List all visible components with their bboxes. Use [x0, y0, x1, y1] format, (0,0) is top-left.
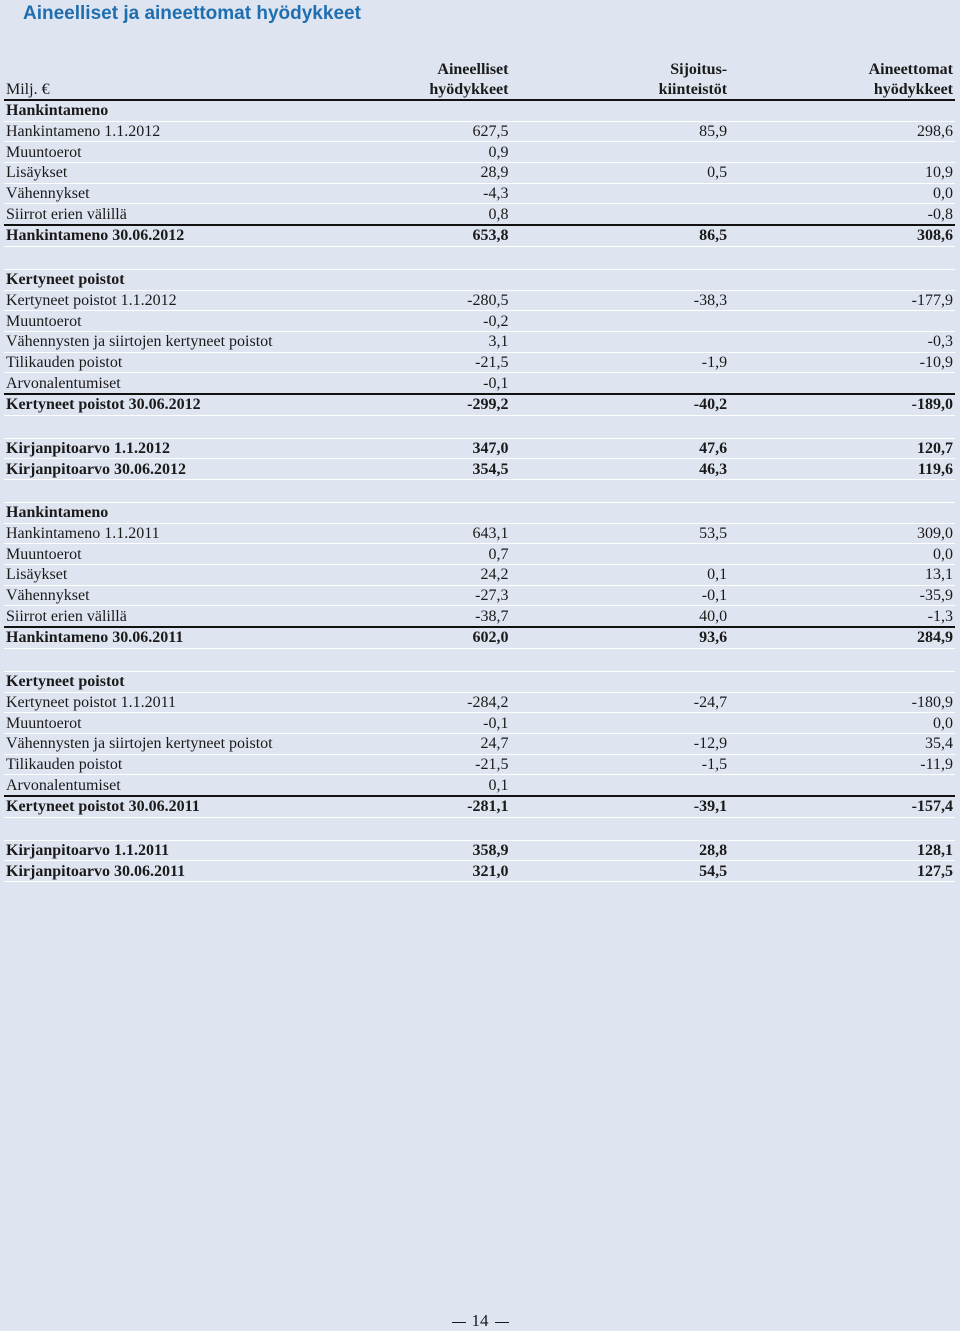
spacer-row	[4, 415, 955, 438]
value-col1	[307, 817, 510, 840]
row-label: Hankintameno 1.1.2011	[4, 523, 307, 544]
table-row	[4, 840, 955, 861]
row-label: Vähennykset	[4, 183, 307, 204]
table-row	[4, 585, 955, 606]
value-col3	[729, 415, 955, 438]
value-col2: -1,9	[510, 352, 729, 373]
value-col3	[729, 817, 955, 840]
value-col1: -284,2	[307, 692, 510, 713]
spacer-row	[4, 480, 955, 503]
row-label	[4, 246, 307, 269]
value-col3: 0,0	[729, 713, 955, 734]
table-row	[4, 796, 955, 817]
table-body	[4, 100, 955, 882]
table-row	[4, 163, 955, 184]
row-label: Hankintameno 30.06.2011	[4, 627, 307, 648]
value-col3: -157,4	[729, 796, 955, 817]
row-label: Tilikauden poistot	[4, 754, 307, 775]
row-label: Lisäykset	[4, 565, 307, 586]
value-col2: 28,8	[510, 840, 729, 861]
value-col1	[307, 269, 510, 290]
value-col1: 24,7	[307, 733, 510, 754]
value-col3: -10,9	[729, 352, 955, 373]
value-col1: -281,1	[307, 796, 510, 817]
row-label: Muuntoerot	[4, 713, 307, 734]
table-row	[4, 100, 955, 121]
table-row	[4, 269, 955, 290]
value-col3: 309,0	[729, 523, 955, 544]
col2-header-line1: Sijoitus-	[670, 60, 728, 78]
value-col2	[510, 311, 729, 332]
table-row	[4, 523, 955, 544]
value-col2: 54,5	[510, 861, 729, 882]
value-col3	[729, 246, 955, 269]
row-label	[4, 817, 307, 840]
value-col3: 127,5	[729, 861, 955, 882]
col3-header-line2: hyödykkeet	[729, 79, 955, 100]
row-label: Vähennysten ja siirtojen kertyneet poistot	[4, 733, 307, 754]
col2-header-line2: kiinteistöt	[510, 79, 729, 100]
value-col2: -24,7	[510, 692, 729, 713]
value-col2: 40,0	[510, 606, 729, 627]
row-label: Kertyneet poistot 30.06.2011	[4, 796, 307, 817]
table-row	[4, 754, 955, 775]
value-col2: -38,3	[510, 290, 729, 311]
value-col3: 13,1	[729, 565, 955, 586]
row-label: Kertyneet poistot 1.1.2011	[4, 692, 307, 713]
row-label: Vähennysten ja siirtojen kertyneet poistot	[4, 331, 307, 352]
row-label: Hankintameno 1.1.2012	[4, 121, 307, 142]
value-col2	[510, 415, 729, 438]
page-number-dash-left	[452, 1322, 466, 1323]
value-col3: -189,0	[729, 394, 955, 415]
table-row	[4, 331, 955, 352]
value-col1: 358,9	[307, 840, 510, 861]
value-col3: 128,1	[729, 840, 955, 861]
row-label: Hankintameno	[4, 100, 307, 121]
value-col2: 93,6	[510, 627, 729, 648]
page-number-value: 14	[471, 1311, 489, 1330]
value-col3	[729, 100, 955, 121]
value-col1: 354,5	[307, 459, 510, 480]
value-col3	[729, 671, 955, 692]
row-label: Tilikauden poistot	[4, 352, 307, 373]
row-label: Siirrot erien välillä	[4, 204, 307, 225]
value-col2: -12,9	[510, 733, 729, 754]
value-col2: -39,1	[510, 796, 729, 817]
value-col1: 643,1	[307, 523, 510, 544]
value-col1: 347,0	[307, 438, 510, 459]
value-col2	[510, 373, 729, 394]
value-col2: 0,1	[510, 565, 729, 586]
value-col3	[729, 269, 955, 290]
table-row	[4, 671, 955, 692]
value-col1	[307, 648, 510, 671]
value-col3	[729, 142, 955, 163]
page-number-dash-right	[495, 1322, 509, 1323]
value-col3: 308,6	[729, 225, 955, 246]
value-col1: 602,0	[307, 627, 510, 648]
value-col3	[729, 480, 955, 503]
value-col1: -0,1	[307, 373, 510, 394]
table-row	[4, 565, 955, 586]
table-row	[4, 544, 955, 565]
value-col1: -4,3	[307, 183, 510, 204]
value-col1: 653,8	[307, 225, 510, 246]
spacer-row	[4, 246, 955, 269]
row-label: Arvonalentumiset	[4, 373, 307, 394]
value-col3: 0,0	[729, 544, 955, 565]
value-col1: -21,5	[307, 352, 510, 373]
col1-header-line2: hyödykkeet	[307, 79, 510, 100]
value-col1: 28,9	[307, 163, 510, 184]
table-row	[4, 311, 955, 332]
row-label	[4, 415, 307, 438]
value-col2	[510, 648, 729, 671]
table-row	[4, 121, 955, 142]
value-col2	[510, 100, 729, 121]
value-col2: 46,3	[510, 459, 729, 480]
table-row	[4, 861, 955, 882]
row-label	[4, 648, 307, 671]
row-label: Muuntoerot	[4, 142, 307, 163]
value-col3: -11,9	[729, 754, 955, 775]
value-col2	[510, 142, 729, 163]
table-row	[4, 352, 955, 373]
row-label: Kirjanpitoarvo 30.06.2012	[4, 459, 307, 480]
value-col3: -0,3	[729, 331, 955, 352]
value-col1	[307, 503, 510, 524]
value-col2	[510, 204, 729, 225]
row-label: Kertyneet poistot 1.1.2012	[4, 290, 307, 311]
value-col3	[729, 503, 955, 524]
value-col1: 24,2	[307, 565, 510, 586]
assets-table	[4, 59, 955, 882]
value-col2	[510, 183, 729, 204]
value-col3: 284,9	[729, 627, 955, 648]
value-col1	[307, 100, 510, 121]
row-label: Kertyneet poistot	[4, 269, 307, 290]
value-col1: -38,7	[307, 606, 510, 627]
value-col3: 298,6	[729, 121, 955, 142]
page-number	[0, 1311, 960, 1331]
value-col2	[510, 713, 729, 734]
table-row	[4, 183, 955, 204]
value-col1: -21,5	[307, 754, 510, 775]
value-col3: 0,0	[729, 183, 955, 204]
value-col1: 0,9	[307, 142, 510, 163]
table-header	[4, 59, 955, 100]
spacer-row	[4, 817, 955, 840]
row-label: Muuntoerot	[4, 544, 307, 565]
value-col3	[729, 373, 955, 394]
spacer-row	[4, 648, 955, 671]
table-row	[4, 627, 955, 648]
unit-label: Milj. €	[4, 79, 307, 100]
value-col2	[510, 671, 729, 692]
value-col2	[510, 331, 729, 352]
row-label: Kertyneet poistot 30.06.2012	[4, 394, 307, 415]
value-col2: -0,1	[510, 585, 729, 606]
table-row	[4, 204, 955, 225]
value-col1	[307, 480, 510, 503]
table-row	[4, 733, 955, 754]
header-spacer	[4, 59, 307, 79]
value-col3	[729, 648, 955, 671]
table-row	[4, 394, 955, 415]
value-col1: 3,1	[307, 331, 510, 352]
table-row	[4, 373, 955, 394]
value-col2	[510, 480, 729, 503]
value-col3	[729, 775, 955, 796]
value-col2: 47,6	[510, 438, 729, 459]
value-col3: -1,3	[729, 606, 955, 627]
value-col3: 10,9	[729, 163, 955, 184]
col1-header-line1: Aineelliset	[437, 60, 509, 78]
row-label: Kirjanpitoarvo 1.1.2011	[4, 840, 307, 861]
value-col3: -0,8	[729, 204, 955, 225]
value-col2: 53,5	[510, 523, 729, 544]
value-col1	[307, 415, 510, 438]
col3-header-line1: Aineettomat	[868, 60, 953, 78]
value-col1: -0,2	[307, 311, 510, 332]
value-col1: -0,1	[307, 713, 510, 734]
row-label: Arvonalentumiset	[4, 775, 307, 796]
value-col1: -27,3	[307, 585, 510, 606]
value-col1: 627,5	[307, 121, 510, 142]
value-col3: -35,9	[729, 585, 955, 606]
value-col2: 85,9	[510, 121, 729, 142]
value-col3: 120,7	[729, 438, 955, 459]
value-col2	[510, 775, 729, 796]
table-row	[4, 142, 955, 163]
row-label: Kirjanpitoarvo 1.1.2012	[4, 438, 307, 459]
table-row	[4, 290, 955, 311]
value-col1: 0,8	[307, 204, 510, 225]
value-col2	[510, 246, 729, 269]
table-row	[4, 775, 955, 796]
value-col2: 0,5	[510, 163, 729, 184]
row-label: Muuntoerot	[4, 311, 307, 332]
row-label: Hankintameno	[4, 503, 307, 524]
value-col2	[510, 503, 729, 524]
value-col3: -180,9	[729, 692, 955, 713]
row-label: Kirjanpitoarvo 30.06.2011	[4, 861, 307, 882]
row-label	[4, 480, 307, 503]
table-row	[4, 713, 955, 734]
table-row	[4, 692, 955, 713]
row-label: Siirrot erien välillä	[4, 606, 307, 627]
row-label: Lisäykset	[4, 163, 307, 184]
value-col1: -299,2	[307, 394, 510, 415]
value-col1: -280,5	[307, 290, 510, 311]
value-col3	[729, 311, 955, 332]
value-col3: -177,9	[729, 290, 955, 311]
table-row	[4, 225, 955, 246]
page-title: Aineelliset ja aineettomat hyödykkeet	[23, 3, 361, 24]
value-col2	[510, 544, 729, 565]
value-col2: 86,5	[510, 225, 729, 246]
value-col2: -1,5	[510, 754, 729, 775]
value-col1	[307, 671, 510, 692]
value-col3: 35,4	[729, 733, 955, 754]
value-col3: 119,6	[729, 459, 955, 480]
value-col1	[307, 246, 510, 269]
table-row	[4, 459, 955, 480]
table-row	[4, 438, 955, 459]
value-col1: 0,1	[307, 775, 510, 796]
value-col2	[510, 817, 729, 840]
value-col1: 321,0	[307, 861, 510, 882]
value-col2: -40,2	[510, 394, 729, 415]
value-col1: 0,7	[307, 544, 510, 565]
row-label: Hankintameno 30.06.2012	[4, 225, 307, 246]
table-row	[4, 503, 955, 524]
value-col2	[510, 269, 729, 290]
row-label: Vähennykset	[4, 585, 307, 606]
row-label: Kertyneet poistot	[4, 671, 307, 692]
table-row	[4, 606, 955, 627]
